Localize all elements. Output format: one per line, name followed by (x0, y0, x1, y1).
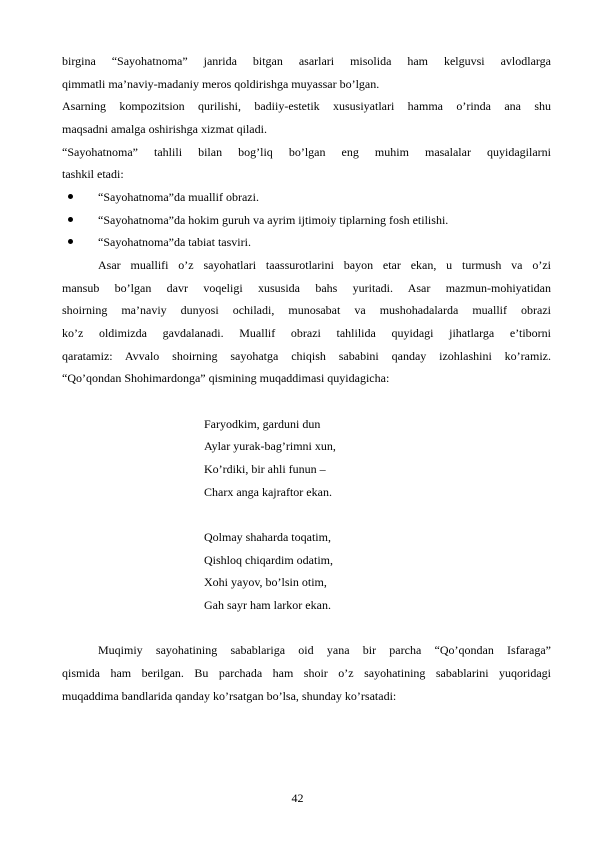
poem-verse: Aylar yurak-bag’rimni xun, (204, 439, 336, 453)
poem-verse: Qishloq chiqardim odatim, (204, 553, 333, 567)
poem-verse: Gah sayr ham larkor ekan. (204, 598, 331, 612)
list-item (68, 190, 551, 204)
poem-verse: Qolmay shaharda toqatim, (204, 530, 331, 544)
text-line: muqaddima bandlarida qanday ko’rsatgan bo’lsa, shunday ko’rsatadi: (62, 689, 397, 703)
text-line: birgina “Sayohatnoma” janrida bitgan asarlari misolida ham kelguvsi avlodlarga (62, 54, 551, 68)
text-line: “Qo’qondan Shohimardonga” qismining muqaddimasi quyidagicha: (62, 371, 390, 385)
list-item-text: “Sayohatnoma”da hokim guruh va ayrim ijtimoiy tiplarning fosh etilishi. (98, 213, 449, 227)
poem-verse: Xohi yayov, bo’lsin otim, (204, 575, 327, 589)
bullet-icon (68, 194, 73, 199)
text-line: Asarning kompozitsion qurilishi, badiiy-estetik xususiyatlari hamma o’rinda ana shu (62, 99, 551, 113)
page-number: 42 (291, 791, 304, 805)
bullet-icon (68, 239, 73, 244)
text-line: tashkil etadi: (62, 167, 124, 181)
list-item-text: “Sayohatnoma”da muallif obrazi. (98, 190, 259, 204)
text-line: ko’z oldimizda gavdalanadi. Muallif obrazi tahlilida quyidagi jihatlarga e’tiborni (62, 326, 551, 340)
text-line: shoirning ma’naviy dunyosi ochiladi, munosabat va mushohadalarda muallif obrazi (62, 303, 551, 317)
list-item-text: “Sayohatnoma”da tabiat tasviri. (98, 235, 251, 249)
bullet-icon (68, 217, 73, 222)
text-line: mansub bo’lgan davr voqeligi xususida bahs yuritadi. Asar mazmun-mohiyatidan (62, 281, 551, 295)
text-line: maqsadni amalga oshirishga xizmat qiladi. (62, 122, 267, 136)
text-line: Asar muallifi o’z sayohatlari taassurotlarini bayon etar ekan, u turmush va o’zi (98, 258, 551, 272)
poem-verse: Ko’rdiki, bir ahli funun – (204, 462, 326, 476)
text-line: qismida ham berilgan. Bu parchada ham shoir o’z sayohatining sabablarini yuqoridagi (62, 666, 551, 680)
text-line: qimmatli ma’naviy-madaniy meros qoldirishga muyassar bo’lgan. (62, 77, 380, 91)
poem-verse: Faryodkim, garduni dun (204, 417, 321, 431)
list-item (68, 213, 551, 227)
list-item (68, 235, 551, 249)
text-line: Muqimiy sayohatining sabablariga oid yana bir parcha “Qo’qondan Isfaraga” (98, 643, 551, 657)
text-line: “Sayohatnoma” tahlili bilan bog’liq bo’lgan eng muhim masalalar quyidagilarni (62, 145, 551, 159)
text-line: qaratamiz: Avvalo shoirning sayohatga chiqish sababini qanday izohlashini ko’ramiz. (62, 349, 551, 363)
poem-verse: Charx anga kajraftor ekan. (204, 485, 332, 499)
